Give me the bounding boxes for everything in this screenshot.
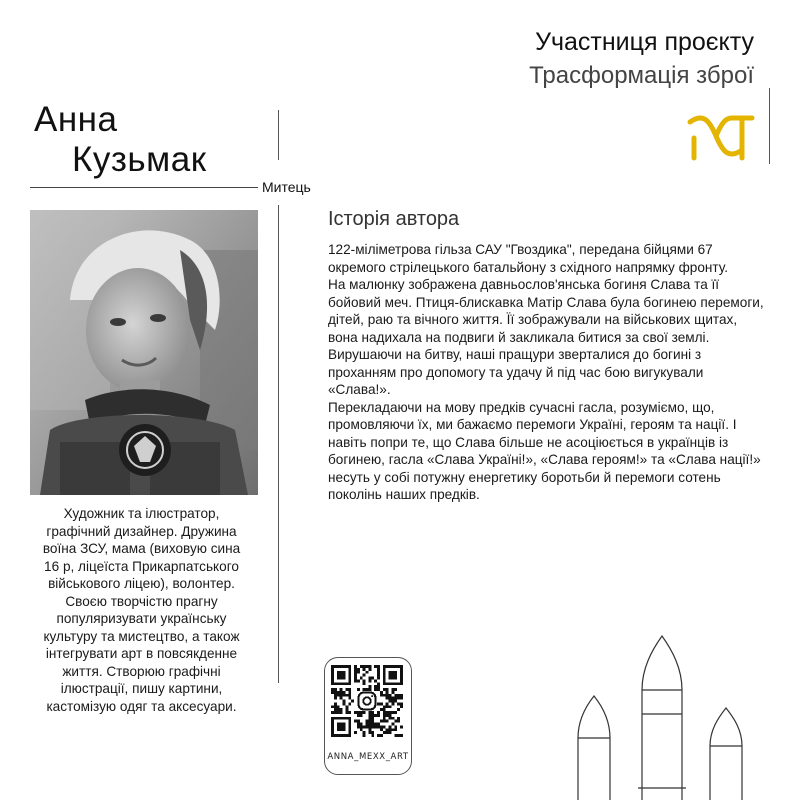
social-handle[interactable]: ANNA_MEXX_ART (327, 752, 409, 762)
artist-bio: Художник та ілюстратор, графічний дизайнер. Дружина воїна ЗСУ, мама (виховую сина 16 р, ліцеїста Прикарпатського військового ліцею), волонтер. Своєю творчістю прагну популяризувати українську культуру та мистецтво, а також інтегрувати арт в повсякденне життя. Створюю графічні ілюстрації, пишу картини, кастомізую одяг та аксесуари. (42, 506, 241, 714)
first-name: Анна (34, 100, 118, 139)
name-divider (278, 110, 279, 160)
project-title: Участниця проєкту (535, 28, 754, 56)
name-underline (30, 187, 258, 188)
header-divider (769, 88, 770, 164)
story-title: Історія автора (328, 208, 460, 230)
story-text (328, 241, 764, 504)
story-paragraph: Перекладаючи на мову предків сучасні гасла, розуміємо, що, промовляючи їх, ми бажаємо перемоги Україні, героям та нації. І навіть попри те, що Слава більше не асоціюється в українців із богинею, гасла «Слава Україні!», «Слава героям!» та «Слава нації!» несуть у собі потужну енергетику боротьби й перемоги сотень поколінь наших предків. (328, 399, 761, 502)
project-subtitle: Трасформація зброї (529, 62, 754, 89)
role-label: Митець (262, 179, 311, 195)
qr-code[interactable] (331, 665, 403, 737)
bullets-illustration (560, 628, 800, 800)
story-paragraph: 122-міліметрова гільза САУ "Гвоздика", передана бійцями 67 окремого стрілецького батальйону з східного напрямку фронту. (328, 242, 729, 275)
story-paragraph: На малюнку зображена давньослов'янська богиня Слава та її бойовий меч. Птиця-блискавка Матір Слава була богинею перемоги, дітей, раю та вічного життя. Її зображували на військових щитах, вона надихала на подвиги й закликала битися за свої землі. Вирушаючи на битву, наші пращури зверталися до богині з проханням про допомогу та удачу й під час бою вигукували «Слава!». (328, 277, 764, 397)
instagram-icon (357, 691, 377, 711)
column-divider (278, 205, 279, 683)
project-logo (686, 108, 756, 164)
last-name: Кузьмак (72, 140, 207, 179)
artist-photo (30, 210, 258, 495)
